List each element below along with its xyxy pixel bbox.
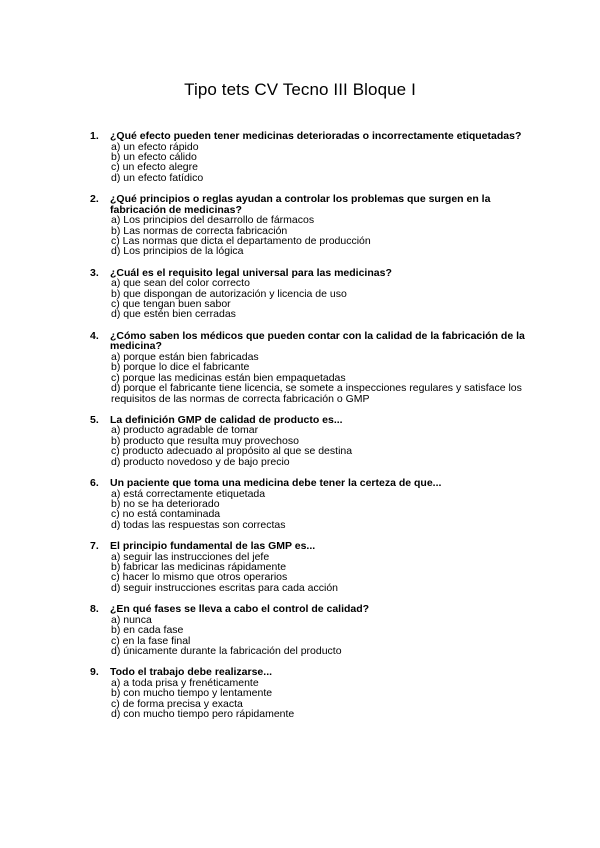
- answer-option: c) en la fase final: [111, 634, 191, 647]
- question-item: [90, 604, 530, 656]
- answer-options: [111, 678, 530, 720]
- question-number: 1.: [90, 130, 99, 142]
- answer-option: c) Las normas que dicta el departamento de producción: [111, 234, 371, 247]
- answer-options: [111, 278, 530, 320]
- answer-option: d) seguir instrucciones escritas para cada acción: [111, 581, 339, 594]
- answer-option: c) porque las medicinas están bien empaquetadas: [111, 371, 346, 384]
- question-list: [90, 131, 530, 731]
- question-number: 9.: [90, 666, 99, 679]
- answer-options: [111, 352, 530, 404]
- question-number: 5.: [90, 413, 99, 426]
- question-item: [90, 268, 530, 320]
- answer-option: c) de forma precisa y exacta: [111, 697, 243, 710]
- answer-option: b) en cada fase: [111, 624, 184, 637]
- answer-option: a) a toda prisa y frenéticamente: [111, 676, 259, 689]
- answer-options: [111, 552, 530, 594]
- answer-option: a) que sean del color correcto: [111, 277, 250, 290]
- question-item: [90, 415, 530, 467]
- question-text: ¿Qué principios o reglas ayudan a controlar los problemas que surgen en la fabricación de medicinas?: [110, 193, 491, 216]
- answer-option: b) porque lo dice el fabricante: [111, 361, 250, 374]
- question-text: ¿En qué fases se lleva a cabo el control de calidad?: [110, 603, 370, 616]
- answer-option: c) producto adecuado al propósito al que se destina: [111, 445, 353, 458]
- answer-option: a) seguir las instrucciones del jefe: [111, 550, 270, 563]
- question-number: 7.: [90, 540, 99, 553]
- answer-option: c) no está contaminada: [111, 508, 221, 521]
- question-item: [90, 478, 530, 530]
- answer-option: c) hacer lo mismo que otros operarios: [111, 571, 288, 584]
- answer-option: c) que tengan buen sabor: [111, 298, 231, 311]
- question-number: 6.: [90, 477, 99, 490]
- answer-option: d) todas las respuestas son correctas: [111, 518, 286, 531]
- answer-option: c) un efecto alegre: [111, 161, 198, 174]
- question-number: 2.: [90, 193, 99, 206]
- answer-option: d) porque el fabricante tiene licencia, se somete a inspecciones regulares y satisface los requisitos de las normas de correcta fabricación o GMP: [111, 382, 522, 405]
- question-item: [90, 131, 530, 183]
- answer-options: [111, 215, 530, 257]
- answer-option: d) únicamente durante la fabricación del producto: [111, 645, 342, 657]
- question-text: Un paciente que toma una medicina debe tener la certeza de que...: [110, 477, 442, 490]
- question-text: Todo el trabajo debe realizarse...: [110, 666, 273, 679]
- answer-option: b) no se ha deteriorado: [111, 497, 220, 510]
- answer-options: [111, 142, 530, 184]
- answer-options: [111, 615, 530, 657]
- question-text: La definición GMP de calidad de producto es...: [110, 413, 343, 426]
- answer-option: b) que dispongan de autorización y licencia de uso: [111, 287, 347, 300]
- page-title: Tipo tets CV Tecno III Bloque I: [184, 80, 416, 99]
- answer-option: a) producto agradable de tomar: [111, 424, 259, 437]
- question-item: [90, 667, 530, 719]
- question-item: [90, 194, 530, 257]
- answer-option: a) está correctamente etiquetada: [111, 487, 266, 500]
- answer-option: b) con mucho tiempo y lentamente: [111, 687, 273, 700]
- question-text: ¿Cómo saben los médicos que pueden contar con la calidad de la fabricación de la medicina?: [110, 329, 525, 353]
- answer-option: a) un efecto rápido: [111, 140, 199, 153]
- answer-option: d) que estén bien cerradas: [111, 308, 236, 321]
- answer-option: b) un efecto cálido: [111, 150, 197, 163]
- answer-options: [111, 425, 530, 467]
- answer-option: b) fabricar las medicinas rápidamente: [111, 561, 287, 574]
- answer-option: d) producto novedoso y de bajo precio: [111, 455, 290, 468]
- answer-option: a) porque están bien fabricadas: [111, 350, 259, 363]
- answer-option: a) Los principios del desarrollo de fármacos: [111, 214, 315, 227]
- answer-option: b) producto que resulta muy provechoso: [111, 434, 299, 447]
- answer-options: [111, 489, 530, 531]
- answer-option: d) con mucho tiempo pero rápidamente: [111, 708, 295, 721]
- question-number: 8.: [90, 603, 99, 616]
- question-item: [90, 541, 530, 593]
- question-text: El principio fundamental de las GMP es...: [110, 540, 316, 553]
- question-text: ¿Qué efecto pueden tener medicinas deterioradas o incorrectamente etiquetadas?: [110, 130, 522, 142]
- answer-option: a) nunca: [111, 613, 152, 626]
- question-text: ¿Cuál es el requisito legal universal para las medicinas?: [110, 266, 392, 279]
- answer-option: b) Las normas de correcta fabricación: [111, 224, 288, 237]
- answer-option: d) Los principios de la lógica: [111, 245, 244, 258]
- question-number: 4.: [90, 329, 99, 342]
- question-item: [90, 331, 530, 404]
- question-number: 3.: [90, 266, 99, 279]
- answer-option: d) un efecto fatídico: [111, 171, 204, 184]
